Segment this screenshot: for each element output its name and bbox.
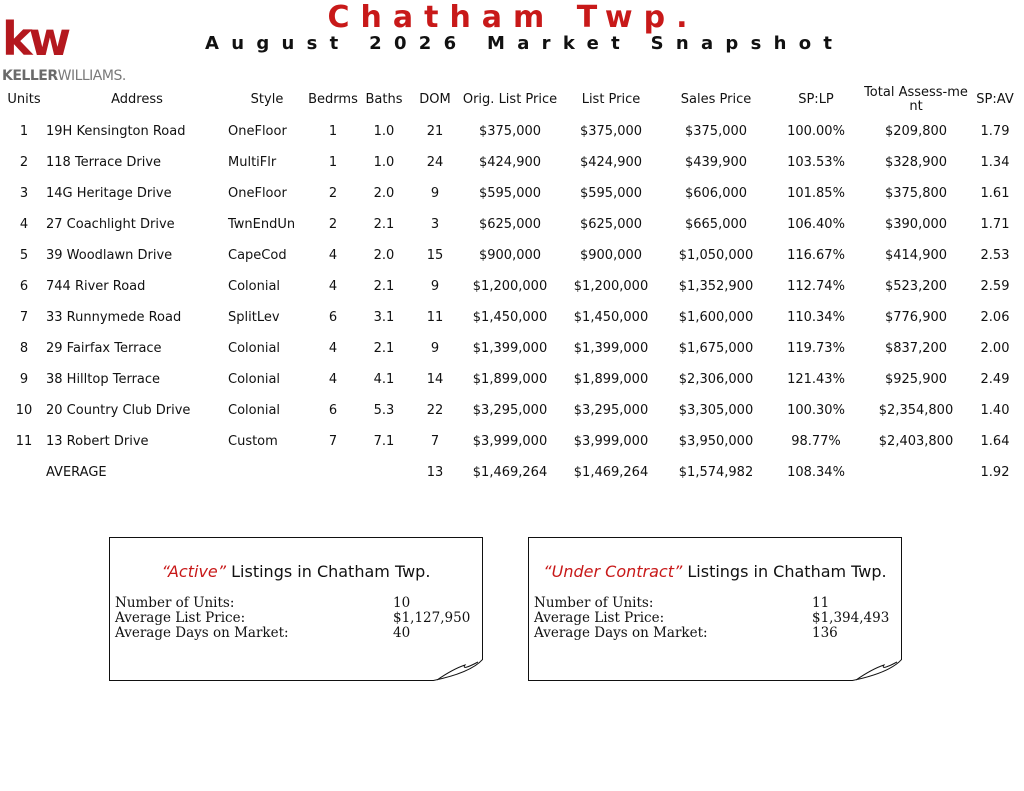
cell-dom: 14	[426, 372, 444, 387]
cell-style: OneFloor	[228, 124, 287, 139]
cell-sp-av: 1.34	[980, 155, 1010, 170]
col-header-list-price: List Price	[581, 92, 641, 107]
cell-units: 6	[19, 279, 29, 294]
cell-sales-price: $3,950,000	[678, 434, 754, 449]
cell-sp-av: 2.59	[980, 279, 1010, 294]
cell-address: 744 River Road	[46, 279, 146, 294]
cell-units	[2, 457, 46, 488]
cell-units: 10	[15, 403, 33, 418]
cell-list-price: $1,450,000	[573, 310, 649, 325]
cell-style	[228, 457, 306, 488]
cell-style: Colonial	[228, 341, 281, 356]
col-header-dom: DOM	[419, 92, 451, 107]
cell-sales-price: $1,574,982	[678, 465, 754, 480]
col-header-bedrms: Bedrms	[308, 92, 358, 107]
cell-address: 29 Fairfax Terrace	[46, 341, 162, 356]
cell-sales-price: $1,675,000	[678, 341, 754, 356]
active-units-label: Number of Units:	[115, 595, 235, 611]
cell-list-price: $1,899,000	[573, 372, 649, 387]
cell-baths: 2.1	[373, 279, 395, 294]
cell-list-price: $625,000	[579, 217, 643, 232]
logo-wordmark-rest: WILLIAMS.	[57, 68, 126, 84]
active-listings-box	[109, 537, 483, 681]
col-header-baths: Baths	[365, 92, 403, 107]
cell-address: 20 Country Club Drive	[46, 403, 191, 418]
active-box-title-rest: Listings in Chatham Twp.	[226, 562, 431, 581]
contract-box-title-highlight: “Under Contract”	[543, 562, 683, 581]
cell-sp-av: 1.64	[980, 434, 1010, 449]
cell-bedrms: 4	[328, 248, 338, 263]
cell-sp-lp: 110.34%	[787, 310, 845, 325]
cell-orig-list-price: $595,000	[478, 186, 542, 201]
cell-list-price: $900,000	[579, 248, 643, 263]
cell-list-price: $3,295,000	[573, 403, 649, 418]
cell-sp-lp: 100.30%	[787, 403, 845, 418]
cell-sp-lp: 116.67%	[787, 248, 845, 263]
table-row	[2, 426, 1022, 457]
cell-list-price: $1,399,000	[573, 341, 649, 356]
cell-units: 11	[15, 434, 33, 449]
table-row	[2, 209, 1022, 240]
cell-orig-list-price: $424,900	[478, 155, 542, 170]
contract-price-label: Average List Price:	[534, 610, 665, 626]
active-price-label: Average List Price:	[115, 610, 246, 626]
table-row	[2, 364, 1022, 395]
cell-units: 8	[19, 341, 29, 356]
cell-address: 19H Kensington Road	[46, 124, 186, 139]
table-body	[2, 116, 1022, 488]
cell-dom: 9	[430, 279, 440, 294]
cell-bedrms: 2	[328, 217, 338, 232]
cell-sp-av: 2.53	[980, 248, 1010, 263]
cell-sp-lp: 119.73%	[787, 341, 845, 356]
cell-total-assessment: $837,200	[884, 341, 948, 356]
cell-sales-price: $665,000	[684, 217, 748, 232]
cell-baths: 4.1	[373, 372, 395, 387]
table-row	[2, 333, 1022, 364]
cell-orig-list-price: $1,450,000	[472, 310, 548, 325]
logo-wordmark	[2, 69, 126, 83]
cell-baths: 2.0	[373, 248, 395, 263]
table-row	[2, 178, 1022, 209]
cell-dom: 11	[426, 310, 444, 325]
cell-sp-lp: 101.85%	[787, 186, 845, 201]
cell-baths: 2.1	[373, 341, 395, 356]
cell-baths: 1.0	[373, 155, 395, 170]
cell-baths	[360, 457, 408, 488]
cell-list-price: $595,000	[579, 186, 643, 201]
cell-address: 118 Terrace Drive	[46, 155, 162, 170]
cell-dom: 24	[426, 155, 444, 170]
col-header-total-assessment: Total Assess-ment	[864, 85, 968, 114]
cell-sp-av: 2.00	[980, 341, 1010, 356]
cell-sp-lp: 112.74%	[787, 279, 845, 294]
cell-sp-lp: 108.34%	[787, 465, 845, 480]
cell-style: MultiFlr	[228, 155, 277, 170]
cell-orig-list-price: $1,469,264	[472, 465, 548, 480]
cell-sp-lp: 106.40%	[787, 217, 845, 232]
page-subtitle: August 2026 Market Snapshot	[205, 33, 845, 54]
cell-units: 3	[19, 186, 29, 201]
cell-bedrms: 4	[328, 279, 338, 294]
cell-sp-av: 1.92	[980, 465, 1010, 480]
cell-sales-price: $1,600,000	[678, 310, 754, 325]
cell-bedrms: 6	[328, 310, 338, 325]
average-row	[2, 457, 1022, 488]
cell-bedrms: 1	[328, 124, 338, 139]
cell-total-assessment: $414,900	[884, 248, 948, 263]
active-price-row	[115, 610, 475, 626]
cell-address: 33 Runnymede Road	[46, 310, 182, 325]
cell-baths: 3.1	[373, 310, 395, 325]
cell-sp-av: 1.71	[980, 217, 1010, 232]
cell-units: 5	[19, 248, 29, 263]
cell-total-assessment: $925,900	[884, 372, 948, 387]
cell-total-assessment: $390,000	[884, 217, 948, 232]
cell-list-price: $3,999,000	[573, 434, 649, 449]
cell-orig-list-price: $625,000	[478, 217, 542, 232]
cell-address: 38 Hilltop Terrace	[46, 372, 161, 387]
contract-price-value: $1,394,493	[812, 610, 890, 626]
cell-style: Colonial	[228, 372, 281, 387]
kw-logo-mark: kw	[2, 12, 68, 66]
cell-list-price: $375,000	[579, 124, 643, 139]
cell-total-assessment: $2,354,800	[878, 403, 954, 418]
cell-orig-list-price: $3,999,000	[472, 434, 548, 449]
cell-orig-list-price: $1,200,000	[472, 279, 548, 294]
cell-list-price: $1,469,264	[573, 465, 649, 480]
cell-bedrms: 7	[328, 434, 338, 449]
cell-sales-price: $3,305,000	[678, 403, 754, 418]
cell-style: CapeCod	[228, 248, 287, 263]
contract-dom-row	[534, 625, 894, 641]
cell-sp-av: 1.40	[980, 403, 1010, 418]
table-row	[2, 395, 1022, 426]
cell-sp-av: 2.06	[980, 310, 1010, 325]
cell-address: 27 Coachlight Drive	[46, 217, 175, 232]
col-header-units: Units	[7, 92, 41, 107]
col-header-sales-price: Sales Price	[680, 92, 752, 107]
contract-units-value: 11	[812, 595, 830, 611]
cell-baths: 2.0	[373, 186, 395, 201]
cell-style: Colonial	[228, 279, 281, 294]
contract-units-label: Number of Units:	[534, 595, 654, 611]
cell-sp-lp: 121.43%	[787, 372, 845, 387]
cell-style: TwnEndUn	[228, 217, 296, 232]
cell-total-assessment: $375,800	[884, 186, 948, 201]
active-dom-value: 40	[393, 625, 411, 641]
cell-total-assessment: $523,200	[884, 279, 948, 294]
cell-sales-price: $606,000	[684, 186, 748, 201]
cell-style: SplitLev	[228, 310, 280, 325]
cell-address: 39 Woodlawn Drive	[46, 248, 173, 263]
contract-box-title-rest: Listings in Chatham Twp.	[682, 562, 887, 581]
cell-dom: 21	[426, 124, 444, 139]
table-row	[2, 116, 1022, 147]
contract-dom-label: Average Days on Market:	[534, 625, 708, 641]
page-curl-icon	[431, 659, 483, 681]
cell-style: OneFloor	[228, 186, 287, 201]
cell-units: 7	[19, 310, 29, 325]
col-header-sp-lp: SP:LP	[798, 92, 834, 107]
cell-units: 9	[19, 372, 29, 387]
table-row	[2, 271, 1022, 302]
cell-total-assessment: $2,403,800	[878, 434, 954, 449]
logo-wordmark-bold: KELLER	[2, 68, 58, 84]
cell-units: 1	[19, 124, 29, 139]
cell-sp-av: 1.61	[980, 186, 1010, 201]
active-box-title	[110, 562, 482, 581]
cell-sales-price: $439,900	[684, 155, 748, 170]
cell-total-assessment: $776,900	[884, 310, 948, 325]
cell-dom: 13	[426, 465, 444, 480]
active-dom-label: Average Days on Market:	[115, 625, 289, 641]
cell-bedrms: 4	[328, 341, 338, 356]
active-units-value: 10	[393, 595, 411, 611]
table-row	[2, 240, 1022, 271]
page-title: Chatham Twp.	[327, 0, 699, 35]
cell-list-price: $424,900	[579, 155, 643, 170]
cell-sp-lp: 103.53%	[787, 155, 845, 170]
col-header-address: Address	[111, 92, 163, 107]
cell-dom: 15	[426, 248, 444, 263]
table-header-row	[2, 84, 1022, 116]
cell-dom: 9	[430, 341, 440, 356]
cell-list-price: $1,200,000	[573, 279, 649, 294]
cell-bedrms: 1	[328, 155, 338, 170]
cell-baths: 2.1	[373, 217, 395, 232]
under-contract-listings-box	[528, 537, 902, 681]
sales-table	[2, 84, 1022, 488]
contract-box-title	[529, 562, 901, 581]
table-row	[2, 302, 1022, 333]
cell-sp-lp: 98.77%	[791, 434, 841, 449]
cell-orig-list-price: $1,399,000	[472, 341, 548, 356]
page-curl-icon	[850, 659, 902, 681]
cell-orig-list-price: $1,899,000	[472, 372, 548, 387]
cell-sales-price: $375,000	[684, 124, 748, 139]
cell-baths: 1.0	[373, 124, 395, 139]
col-header-style: Style	[250, 92, 284, 107]
cell-style: Colonial	[228, 403, 281, 418]
cell-bedrms: 6	[328, 403, 338, 418]
col-header-orig-list-price: Orig. List Price	[462, 92, 558, 107]
cell-total-assessment	[864, 457, 968, 488]
cell-bedrms: 4	[328, 372, 338, 387]
active-units-row	[115, 595, 475, 611]
cell-address: 13 Robert Drive	[46, 434, 149, 449]
cell-address: AVERAGE	[46, 465, 107, 480]
cell-bedrms	[306, 457, 360, 488]
cell-sales-price: $1,352,900	[678, 279, 754, 294]
cell-dom: 7	[430, 434, 440, 449]
cell-units: 4	[19, 217, 29, 232]
contract-dom-value: 136	[812, 625, 838, 641]
cell-orig-list-price: $3,295,000	[472, 403, 548, 418]
contract-price-row	[534, 610, 894, 626]
active-box-title-highlight: “Active”	[161, 562, 227, 581]
cell-dom: 22	[426, 403, 444, 418]
cell-sp-av: 2.49	[980, 372, 1010, 387]
active-dom-row	[115, 625, 475, 641]
active-price-value: $1,127,950	[393, 610, 471, 626]
cell-style: Custom	[228, 434, 278, 449]
cell-dom: 3	[430, 217, 440, 232]
cell-units: 2	[19, 155, 29, 170]
cell-sp-lp: 100.00%	[787, 124, 845, 139]
cell-orig-list-price: $375,000	[478, 124, 542, 139]
cell-baths: 5.3	[373, 403, 395, 418]
col-header-sp-av: SP:AV	[976, 92, 1014, 107]
cell-orig-list-price: $900,000	[478, 248, 542, 263]
cell-bedrms: 2	[328, 186, 338, 201]
contract-units-row	[534, 595, 894, 611]
table-row	[2, 147, 1022, 178]
cell-address: 14G Heritage Drive	[46, 186, 172, 201]
cell-sp-av: 1.79	[980, 124, 1010, 139]
cell-total-assessment: $209,800	[884, 124, 948, 139]
cell-sales-price: $2,306,000	[678, 372, 754, 387]
cell-dom: 9	[430, 186, 440, 201]
cell-sales-price: $1,050,000	[678, 248, 754, 263]
cell-baths: 7.1	[373, 434, 395, 449]
cell-total-assessment: $328,900	[884, 155, 948, 170]
